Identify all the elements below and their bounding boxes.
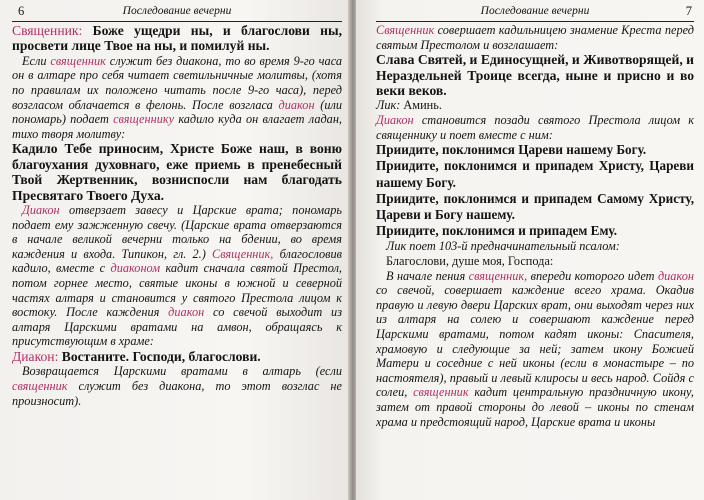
role-word: Священник, xyxy=(212,246,274,261)
rubric-line: Лик поет 103-й предначинательный псалом: xyxy=(386,239,620,254)
rubric-paragraph: Диакон отверзает завесу и Царские врата; пономарь подает ему зажженную свечу. (Царские врата отверзаются в начале великой вечерни только на бдении, во время каждения и входа. Типикон, гл. 2.) Священник, благословив кадило, вместе с диаконом кадит сначала святой Престол, потом горнее место, святые иконы в южной и северной частях алтаря и становится у святого Престола лицом к востоку. После каждения диакон со свечой выходит из алтаря Царскими вратами на амвон, обращаясь к присутствующим в храме: xyxy=(12,203,343,349)
right-running-title: Последование вечерни xyxy=(480,5,590,17)
left-running-title: Последование вечерни xyxy=(122,5,232,17)
deacon-exclamation: Диакон: Востаните. Господи, благослови. xyxy=(12,348,261,364)
come-let-us-worship-3: Приидите, поклонимся и припадем Самому Христу, Цареви и Богу нашему. xyxy=(376,190,694,222)
role-word: Диакон xyxy=(22,203,60,217)
role-word: диаконом xyxy=(110,261,161,276)
left-page-number: 6 xyxy=(18,4,25,18)
priest-exclamation xyxy=(12,23,342,54)
role-label: Священник: xyxy=(12,23,83,38)
role-word: диакон xyxy=(657,268,694,283)
prayer-text: Боже ущедри ны, и благослови ны, просвети лице Твое на ны, и помилуй ны. xyxy=(12,23,342,54)
rubric-paragraph: Диакон становится позади святого Престола лицом к священнику и поет вместе с ним: xyxy=(376,113,695,142)
rubric-paragraph: Священник совершает кадильницею знамение Креста перед святым Престолом и возглашает: xyxy=(376,23,694,52)
left-header-rule xyxy=(12,21,342,22)
role-word: диакон xyxy=(278,97,315,112)
right-page xyxy=(356,0,704,500)
rubric-paragraph: Если священник служит без диакона, то во время 9-го часа он в алтаре про себя читает светильничные молитвы, (хотя по правилам их положено читать после 9-го часа), перед возгласом облачается в фелонь. После возгласа диакон (или пономарь) подает священнику кадило куда он влагает ладан, тихо творя молитву: xyxy=(12,53,343,141)
role-word: священник xyxy=(12,378,68,393)
choir-response: Лик: Аминь. xyxy=(376,98,442,113)
come-let-us-worship-2: Приидите, поклонимся и припадем Христу, Цареви нашему Богу. xyxy=(376,158,694,190)
right-header-rule xyxy=(376,21,694,22)
role-word: Священник xyxy=(376,23,435,37)
psalm-opening: Благослови, душе моя, Господа: xyxy=(386,254,554,268)
role-word: Диакон xyxy=(376,113,414,127)
left-page xyxy=(0,0,350,500)
left-page-body xyxy=(12,23,342,408)
role-label: Диакон: xyxy=(12,348,59,364)
role-word: священнику xyxy=(113,112,175,127)
censer-prayer: Кадило Тебе приносим, Христе Боже наш, в воню благоухания духовнаго, еже приемь в пренебесный Твой Жертвенник, возниспосли нам благодать Пресвятаго Твоего Духа. xyxy=(12,141,342,203)
right-page-body xyxy=(376,23,694,429)
role-word: диакон xyxy=(168,305,205,320)
role-word: священник, xyxy=(468,268,528,283)
right-page-number: 7 xyxy=(685,4,692,18)
rubric-paragraph: В начале пения священник, впереди которого идет диакон со свечой, совершает каждение всего храма. Окадив правую и левую двери Царских врат, они выходят через них из алтаря на солею и совершают каждение перед Царскими вратами, потом кадят иконы: Спасителя, храмовую и следующие за ней; затем икону Божией Матери и соседние с ней иконы (если в монастыре – по настоятеля), правый и левый клиросы и весь народ. Сойдя с солеи, священник кадит центральную праздничную икону, затем от правой стороны до левой – иконы по стенам храма и предстоящий народ, Царские врата и иконы xyxy=(376,268,694,429)
come-let-us-worship-4: Приидите, поклонимся и припадем Ему. xyxy=(376,223,617,239)
role-word: священник xyxy=(413,385,469,400)
role-word: священник xyxy=(50,53,106,68)
left-page-header xyxy=(12,4,342,21)
come-let-us-worship-1: Приидите, поклонимся Цареви нашему Богу. xyxy=(376,142,647,158)
rubric-paragraph: Возвращается Царскими вратами в алтарь (если священник служит без диакона, то этот возглас не произносит). xyxy=(12,364,342,408)
right-page-header xyxy=(376,4,694,21)
role-label: Лик: xyxy=(376,98,401,113)
doxology-exclamation: Слава Святей, и Единосущней, и Животворящей, и Нераздельней Троице всегда, ныне и присно и во веки веков. xyxy=(376,52,694,98)
